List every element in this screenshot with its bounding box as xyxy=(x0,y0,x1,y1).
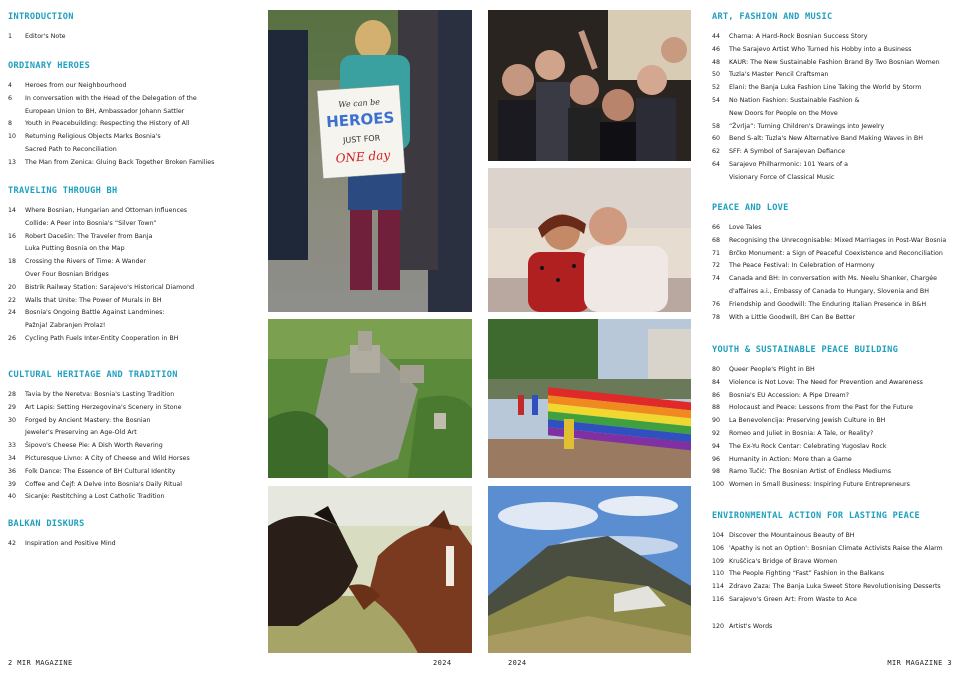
entry-title-cont: European Union to BH, Ambassador Johann Sattler xyxy=(25,107,185,115)
entry-title-cont: Sacred Path to Reconciliation xyxy=(25,145,117,153)
toc-entry[interactable] xyxy=(712,441,960,454)
toc-entry[interactable] xyxy=(712,44,960,57)
photo-couple xyxy=(488,168,691,312)
section-heading: YOUTH & SUSTAINABLE PEACE BUILDING xyxy=(712,345,899,355)
toc-entry[interactable] xyxy=(8,205,258,231)
page-number: 60 xyxy=(712,135,721,143)
page-number: 4 xyxy=(8,82,13,89)
toc-entry[interactable] xyxy=(712,568,960,581)
entry-title: Where Bosnian, Hungarian and Ottoman Influences xyxy=(25,207,188,214)
page-number: 14 xyxy=(8,207,17,214)
toc-entry[interactable] xyxy=(712,428,960,441)
page-number: 52 xyxy=(712,84,721,92)
photo-child-with-sign xyxy=(268,10,472,312)
page-number: 86 xyxy=(712,391,721,399)
page-number: 114 xyxy=(712,583,725,591)
toc-section-balkan-diskurs xyxy=(8,519,258,551)
section-heading: BALKAN DISKURS xyxy=(8,519,85,529)
toc-entry[interactable] xyxy=(712,415,960,428)
toc-section-traveling xyxy=(8,186,258,346)
entry-title: Canada and BH: In conversation with Ms. Neelu Shanker, Chargée xyxy=(729,275,938,283)
page-number: 68 xyxy=(712,236,721,244)
page-number: 30 xyxy=(8,416,17,424)
toc-entry[interactable] xyxy=(712,133,960,146)
toc-section-peace-and-love xyxy=(712,203,960,324)
entry-title: Heroes from our Neighbourhood xyxy=(25,82,127,89)
toc-entry[interactable] xyxy=(712,69,960,82)
page-number: 66 xyxy=(712,224,721,231)
section-heading: INTRODUCTION xyxy=(8,12,74,22)
entry-title: Folk Dance: The Essence of BH Cultural Identity xyxy=(25,467,176,475)
toc-entry[interactable] xyxy=(8,466,258,479)
entry-title: Romeo and Juliet in Bosnia: A Tale, or Reality? xyxy=(729,429,874,437)
photo-mountain xyxy=(488,486,691,653)
entry-title: Sarajevo's Green Art: From Waste to Ace xyxy=(729,595,857,603)
toc-entry[interactable] xyxy=(8,440,258,453)
toc-entry[interactable] xyxy=(712,121,960,134)
entry-title-cont: Visionary Force of Classical Music xyxy=(729,173,835,181)
entry-title: Sarajevo Philharmonic: 101 Years of a xyxy=(729,160,848,168)
entry-title: In conversation with the Head of the Delegation of the xyxy=(25,94,197,102)
toc-entry[interactable] xyxy=(712,248,960,261)
entry-title: With a Little Goodwill, BH Can Be Better xyxy=(729,313,856,321)
toc-section-youth-peace-building xyxy=(712,345,960,492)
page-number: 36 xyxy=(8,467,17,475)
page-number: 120 xyxy=(712,623,725,630)
section-heading: ENVIRONMENTAL ACTION FOR LASTING PEACE xyxy=(712,511,921,521)
page-number: 22 xyxy=(8,296,17,304)
entry-title: Recognising the Unrecognisable: Mixed Marriages in Post-War Bosnia xyxy=(729,236,947,244)
sign-text-line4: ONE day xyxy=(335,147,391,166)
page-number: 40 xyxy=(8,493,17,501)
page-number: 100 xyxy=(712,481,725,489)
page-number: 54 xyxy=(712,96,721,104)
page-number: 64 xyxy=(712,160,721,168)
photo-crowd xyxy=(488,10,691,161)
entry-title: Elani: the Banja Luka Fashion Line Taking the World by Storm xyxy=(729,84,922,92)
entry-title: The Sarajevo Artist Who Turned his Hobby into a Business xyxy=(729,45,912,53)
toc-section-cultural-heritage xyxy=(8,370,258,504)
toc-entry[interactable] xyxy=(712,57,960,70)
entry-title: Love Tales xyxy=(729,224,762,231)
section-heading: ORDINARY HEROES xyxy=(8,61,91,71)
toc-entry[interactable] xyxy=(712,146,960,159)
page-number: 62 xyxy=(712,148,721,156)
toc-entry[interactable] xyxy=(8,256,258,282)
page-number: 26 xyxy=(8,334,17,342)
toc-entry[interactable] xyxy=(712,159,960,185)
page-number: 29 xyxy=(8,403,17,411)
entry-title-cont: d'affaires a.i., Embassy of Canada to Hungary, Slovenia and BH xyxy=(729,287,929,295)
entry-title: Humanity in Action: More than a Game xyxy=(729,455,852,463)
section-heading: TRAVELING THROUGH BH xyxy=(8,186,118,196)
page-number: 92 xyxy=(712,429,721,437)
footer-left-year: 2024 xyxy=(433,659,452,667)
toc-entry[interactable] xyxy=(712,581,960,594)
entry-title: The Ex-Yu Rock Centar: Celebrating Yugoslav Rock xyxy=(729,442,887,450)
page-number: 44 xyxy=(712,33,721,40)
entry-title: Zdravo Zaza: The Banja Luka Sweet Store Revolutionising Desserts xyxy=(729,583,941,591)
entry-title: The Peace Festival: In Celebration of Harmony xyxy=(729,262,875,270)
toc-entry[interactable] xyxy=(712,466,960,479)
toc-entry[interactable] xyxy=(712,82,960,95)
page-number: 90 xyxy=(712,417,721,425)
page-number: 71 xyxy=(712,249,721,257)
toc-entry[interactable] xyxy=(712,260,960,273)
toc-entry[interactable] xyxy=(8,389,258,402)
photo-horses xyxy=(268,486,472,653)
toc-entry[interactable] xyxy=(8,333,258,346)
toc-entry[interactable] xyxy=(8,402,258,415)
entry-title-cont: Luka Putting Bosnia on the Map xyxy=(25,245,125,253)
page-number: 84 xyxy=(712,378,721,386)
page-number: 34 xyxy=(8,454,17,462)
entry-title: SFF: A Symbol of Sarajevan Defiance xyxy=(729,148,846,156)
entry-title: Youth in Peacebuilding: Respecting the History of All xyxy=(25,120,190,128)
entry-title: Bosnia's Ongoing Battle Against Landmines: xyxy=(25,309,165,317)
entry-title: Editor's Note xyxy=(25,33,66,40)
page-number: 110 xyxy=(712,570,725,578)
toc-entry[interactable] xyxy=(8,538,258,551)
page-number: 10 xyxy=(8,133,17,141)
page-number: 72 xyxy=(712,262,721,270)
entry-title: Ramo Tučić: The Bosnian Artist of Endless Mediums xyxy=(729,468,892,476)
entry-title: Coffee and Ćejf: A Delve into Bosnia's Daily Ritual xyxy=(25,480,182,488)
entry-title: Discover the Mountainous Beauty of BH xyxy=(729,532,855,539)
toc-entry[interactable] xyxy=(712,299,960,312)
section-heading: ART, FASHION AND MUSIC xyxy=(712,12,833,22)
toc-entry[interactable] xyxy=(8,80,258,93)
entry-title: Robert Dacešin: The Traveler from Banja xyxy=(25,232,153,240)
entry-title: Brčko Monument: a Sign of Peaceful Coexistence and Reconciliation xyxy=(729,249,943,257)
toc-entry[interactable] xyxy=(712,543,960,556)
toc-entry[interactable] xyxy=(8,491,258,504)
sign-text-line2: HEROES xyxy=(325,108,395,132)
page-number: 8 xyxy=(8,120,13,128)
toc-section-environmental-action xyxy=(712,511,960,607)
toc-entry[interactable] xyxy=(712,556,960,569)
toc-entry[interactable] xyxy=(712,222,960,235)
toc-entry[interactable] xyxy=(712,377,960,390)
toc-entry[interactable] xyxy=(712,390,960,403)
entry-title-cont: Collide: A Peer into Bosnia's “Silver Town” xyxy=(25,219,157,227)
toc-section-artists-words xyxy=(712,621,960,634)
footer-right-page-label: MIR MAGAZINE 3 xyxy=(887,659,952,667)
toc-entry[interactable] xyxy=(8,282,258,295)
page-number: 18 xyxy=(8,258,17,266)
page-number: 80 xyxy=(712,366,721,373)
toc-entry[interactable] xyxy=(712,235,960,248)
page-number: 58 xyxy=(712,122,721,130)
toc-entry[interactable] xyxy=(8,93,258,119)
entry-title: Sicanje: Restitching a Lost Catholic Tradition xyxy=(25,493,165,501)
page-number: 88 xyxy=(712,404,721,412)
page-number: 76 xyxy=(712,300,721,308)
photo-rainbow-flag xyxy=(488,319,691,478)
page-number: 48 xyxy=(712,58,721,66)
entry-title: Šipovo's Cheese Pie: A Dish Worth Revering xyxy=(25,442,163,450)
section-heading: PEACE AND LOVE xyxy=(712,203,789,213)
toc-entry[interactable] xyxy=(712,312,960,325)
toc-section-art-fashion-music xyxy=(712,12,960,185)
toc-entry[interactable] xyxy=(8,118,258,131)
toc-entry[interactable] xyxy=(712,402,960,415)
entry-title: Violence is Not Love: The Need for Prevention and Awareness xyxy=(729,378,923,386)
page-number: 33 xyxy=(8,442,17,450)
entry-title: 'Apathy is not an Option': Bosnian Climate Activists Raise the Alarm xyxy=(729,544,943,552)
sign-text-line3: JUST FOR xyxy=(342,133,381,146)
page-number: 78 xyxy=(712,313,721,321)
entry-title: No Nation Fashion: Sustainable Fashion & xyxy=(729,96,860,104)
entry-title: Bosnia's EU Accession: A Pipe Dream? xyxy=(729,391,850,399)
toc-entry[interactable] xyxy=(712,364,960,377)
page-number: 94 xyxy=(712,442,721,450)
toc-entry[interactable] xyxy=(712,273,960,299)
entry-title-cont: Over Four Bosnian Bridges xyxy=(25,270,109,278)
toc-entry[interactable] xyxy=(8,307,258,333)
entry-title: Forged by Ancient Mastery: the Bosnian xyxy=(25,416,151,424)
toc-entry[interactable] xyxy=(712,95,960,121)
entry-title: Cycling Path Fuels Inter-Entity Cooperation in BH xyxy=(25,334,179,342)
toc-entry[interactable] xyxy=(8,157,258,170)
entry-title: Tuzla's Master Pencil Craftsman xyxy=(729,71,829,79)
entry-title: Charna: A Hard-Rock Bosnian Success Story xyxy=(729,33,868,40)
entry-title-cont: New Doors for People on the Move xyxy=(729,109,838,117)
entry-title: Holocaust and Peace: Lessons from the Past for the Future xyxy=(729,404,913,412)
entry-title: Walls that Unite: The Power of Murals in BH xyxy=(25,296,162,304)
entry-title: Queer People's Plight in BH xyxy=(729,366,815,373)
toc-entry[interactable] xyxy=(712,594,960,607)
page-number: 1 xyxy=(8,33,13,40)
entry-title: “Žvrlja”: Turning Children's Drawings into Jewelry xyxy=(729,122,885,130)
toc-entry[interactable] xyxy=(8,295,258,308)
page-number: 104 xyxy=(712,532,725,539)
entry-title: Returning Religious Objects Marks Bosnia's xyxy=(25,133,161,141)
toc-entry[interactable] xyxy=(8,131,258,157)
photo-castle xyxy=(268,319,472,478)
entry-title: Kruščica's Bridge of Brave Women xyxy=(729,557,838,565)
entry-title: Bend S-alt: Tuzla's New Alternative Band Making Waves in BH xyxy=(729,135,923,143)
page-number: 106 xyxy=(712,544,725,552)
sign-text-line1: We can be xyxy=(338,97,381,110)
toc-entry[interactable] xyxy=(8,31,258,44)
toc-entry[interactable] xyxy=(712,31,960,44)
section-heading: CULTURAL HERITAGE AND TRADITION xyxy=(8,370,178,380)
page-number: 109 xyxy=(712,557,725,565)
toc-entry[interactable] xyxy=(8,415,258,441)
toc-entry[interactable] xyxy=(8,453,258,466)
entry-title-cont: Jeweler's Preserving an Age-Old Art xyxy=(25,429,137,437)
toc-entry[interactable] xyxy=(8,479,258,492)
toc-section-ordinary-heroes xyxy=(8,61,258,170)
toc-section-introduction xyxy=(8,12,258,44)
entry-title: Crossing the Rivers of Time: A Wander xyxy=(25,258,146,266)
entry-title: Inspiration and Positive Mind xyxy=(25,540,116,547)
entry-title: Art Lapis: Setting Herzegovina's Scenery in Stone xyxy=(25,403,182,411)
entry-title-cont: Pažnja! Zabranjen Prolaz! xyxy=(25,322,106,330)
entry-title: Women in Small Business: Inspiring Future Entrepreneurs xyxy=(729,481,910,489)
toc-entry[interactable] xyxy=(712,530,960,543)
toc-entry[interactable] xyxy=(712,621,960,634)
entry-title: Tavia by the Neretva: Bosnia's Lasting Tradition xyxy=(25,391,175,398)
page-number: 46 xyxy=(712,45,721,53)
toc-entry[interactable] xyxy=(8,231,258,257)
page-number: 98 xyxy=(712,468,721,476)
page-number: 28 xyxy=(8,391,17,398)
entry-title: Picturesque Livno: A City of Cheese and Wild Horses xyxy=(25,454,190,462)
page-number: 42 xyxy=(8,540,17,547)
footer-left-page-label: 2 MIR MAGAZINE xyxy=(8,659,73,667)
page-number: 20 xyxy=(8,283,17,291)
entry-title: Bistrik Railway Station: Sarajevo's Historical Diamond xyxy=(25,283,195,291)
page-number: 50 xyxy=(712,71,721,79)
page-number: 39 xyxy=(8,480,17,488)
toc-entry[interactable] xyxy=(712,479,960,492)
page-number: 116 xyxy=(712,595,725,603)
entry-title: KAUR: The New Sustainable Fashion Brand By Two Bosnian Women xyxy=(729,58,940,66)
page-number: 96 xyxy=(712,455,721,463)
page-number: 24 xyxy=(8,309,17,317)
entry-title: The People Fighting “Fast” Fashion in the Balkans xyxy=(729,570,885,578)
entry-title: Artist's Words xyxy=(729,623,773,630)
entry-title: La Benevolencija: Preserving Jewish Culture in BH xyxy=(729,417,886,425)
entry-title: The Man from Zenica: Gluing Back Together Broken Families xyxy=(25,158,215,166)
entry-title: Friendship and Goodwill: The Enduring Italian Presence in B&H xyxy=(729,300,927,308)
page-number: 6 xyxy=(8,94,13,102)
page-number: 13 xyxy=(8,158,17,166)
page-number: 74 xyxy=(712,275,721,283)
page-number: 16 xyxy=(8,232,17,240)
toc-entry[interactable] xyxy=(712,454,960,467)
footer-right-year: 2024 xyxy=(508,659,527,667)
